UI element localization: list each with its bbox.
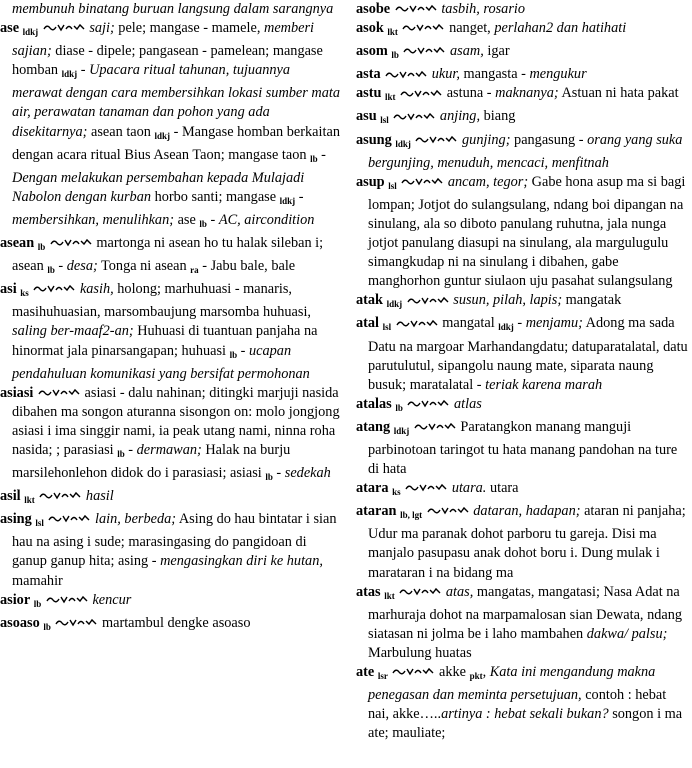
batak-script-glyph (43, 23, 85, 32)
dictionary-entry (356, 42, 688, 65)
dictionary-entry (0, 591, 340, 614)
italic-text: gunjing; (462, 131, 511, 148)
entry-language-code: lb (391, 50, 399, 61)
plain-text: asiasi - dalu nahinan; ditingki marjuji nasida dibahen ma songon aturanna sisongon on: molo jongjong asiasi i ima singgir nami, ia peak utang nami, ninna roha nasida; ; parasiasi (12, 384, 340, 458)
plain-text: - Mangase homban berkaitan dengan acara ritual Bius Asean Taon; mangase taon (12, 123, 340, 163)
entry-language-code: lkt (384, 590, 395, 601)
batak-script-glyph (46, 595, 88, 604)
entry-headword: asok (356, 20, 384, 37)
dictionary-entry (356, 418, 688, 479)
entry-headword: asu (356, 108, 377, 125)
entry-language-code: lsr (377, 671, 388, 681)
italic-text: Upacara ritual tahunan, tujuannya merawat dengan cara membersihkan lokasi sumber mata air, perawatan tanaman dan pohon yang ada disekitarnya; (12, 62, 340, 140)
plain-text: diase - dipele; pangasean - pamelean; mangase homban (12, 43, 323, 79)
batak-script-glyph (427, 506, 469, 515)
entry-headword: ate (356, 664, 375, 680)
plain-text: , (482, 664, 490, 680)
plain-text: - (317, 146, 326, 163)
dictionary-entry (0, 487, 340, 510)
italic-text: ucapan pendahuluan komunikasi yang bersifat permohonan (12, 342, 310, 382)
dictionary-entry (0, 280, 340, 383)
dictionary-entry (356, 479, 688, 502)
dictionary-entry (356, 395, 688, 418)
plain-text: pangasung - (510, 131, 588, 148)
plain-text: Astuan ni hata pakat (558, 85, 679, 102)
plain-text: - (513, 315, 526, 332)
batak-script-glyph (39, 491, 81, 500)
entry-headword: asup (356, 173, 385, 190)
italic-text: AC, aircondition (218, 211, 315, 228)
plain-text: martonga ni asean ho tu halak sileban i; asean (12, 235, 324, 275)
language-code: lb (265, 472, 273, 483)
plain-text: Marbulung huatas (368, 644, 472, 661)
batak-script-glyph (402, 23, 444, 32)
batak-script-glyph (55, 618, 97, 627)
entry-headword: atalas (356, 395, 392, 412)
italic-text: ukur, (431, 66, 460, 83)
entry-language-code: ks (392, 487, 401, 498)
dictionary-entry (356, 173, 688, 292)
entry-headword: asean (0, 235, 35, 252)
entry-language-code: ldkj (395, 138, 411, 149)
plain-text: Adong ma sada Datu na margoar Marhandangdatu; datuparatalatal, datu parutulutul, sipangolu naung mate, siparata naung busuk; maratalatal - (368, 315, 688, 393)
italic-text: atlas (454, 395, 482, 412)
plain-text: - (295, 188, 304, 205)
entry-language-code: lb (395, 402, 403, 413)
italic-text: Dengan melakukan persembahan kepada Mulajadi Nabolon dengan kurban (12, 169, 305, 205)
entry-headword: asoaso (0, 614, 40, 631)
plain-text: martambul dengke asoaso (101, 614, 251, 631)
italic-text: maknanya; (495, 85, 559, 102)
entry-language-code: lkt (387, 27, 398, 38)
batak-script-glyph (33, 284, 75, 293)
entry-headword: ataran (356, 503, 397, 520)
language-code: lb (229, 349, 238, 360)
language-code: pkt (469, 671, 483, 681)
entry-headword: asil (0, 488, 21, 505)
entry-language-code: lsl (380, 115, 389, 126)
dictionary-entry (356, 583, 688, 663)
batak-script-glyph (407, 296, 449, 305)
dictionary-entry (0, 384, 340, 487)
italic-text: dakwa/ palsu; (586, 625, 668, 642)
entry-headword: asiasi (0, 384, 34, 401)
batak-script-glyph (48, 514, 90, 523)
batak-script-glyph (396, 319, 438, 328)
italic-text: susun, pilah, lapis; (453, 292, 563, 309)
plain-text: pele; mangase - mamele, (114, 20, 264, 37)
entry-headword: asung (356, 131, 392, 148)
italic-text: tasbih, rosario (441, 1, 526, 17)
entry-headword: atas (356, 583, 381, 600)
entry-language-code: lb (43, 621, 51, 632)
plain-text: - (237, 342, 250, 359)
italic-text: mengukur (529, 66, 587, 83)
italic-text: anjing, (439, 108, 481, 125)
batak-script-glyph (405, 483, 447, 492)
italic-text: artinya : hebat sekali bukan? (441, 706, 609, 723)
dictionary-entry (356, 291, 688, 314)
entry-headword: asi (0, 281, 17, 298)
italic-text: saji; (89, 20, 115, 37)
italic-text: utara. (451, 480, 487, 497)
entry-language-code: ldkj (22, 27, 39, 38)
batak-script-glyph (392, 667, 434, 676)
entry-headword: asom (356, 43, 388, 60)
entry-language-code: lb, lgt (400, 510, 423, 521)
plain-text: Huhuasi di tuantuan panjaha na hinormat jala pinarsangapan; huhuasi (12, 323, 318, 359)
dictionary-entry (0, 19, 340, 234)
batak-script-glyph (400, 89, 442, 98)
left-column (0, 0, 340, 768)
entry-headword: asobe (356, 1, 391, 17)
dictionary-entry (356, 19, 688, 42)
dictionary-entry (356, 502, 688, 582)
plain-text: - Jabu bale, bale (198, 258, 296, 275)
dictionary-entry (356, 131, 688, 173)
entry-language-code: lb (33, 598, 42, 609)
batak-script-glyph (403, 46, 445, 55)
continued-text: membunuh binatang buruan langsung dalam sarangnya (12, 1, 334, 17)
plain-text: igar (483, 43, 510, 60)
plain-text: Asing do hau bintatar i sian hau na asing i sude; marasingasing do pangidoan di ganup ganup hita; asing - (12, 511, 337, 570)
italic-text: perlahan2 dan hatihati (494, 20, 627, 37)
italic-text: sedekah (284, 465, 331, 482)
language-code: ldkj (154, 130, 171, 141)
italic-text: dataran, hadapan; (473, 503, 581, 520)
italic-text: ancam, tegor; (447, 173, 529, 190)
plain-text: Tonga ni asean (97, 258, 191, 275)
language-code: ldkj (498, 322, 514, 333)
italic-text: saling ber-maaf2-an; (12, 323, 134, 340)
plain-text: utara (486, 480, 519, 497)
plain-text: Paratangkon manang manguji parbinotoan taringot tu hata manang pandohan na ture di hata (368, 418, 678, 478)
plain-text: mangasta - (459, 66, 530, 83)
entry-language-code: lsl (35, 518, 44, 529)
entry-language-code: lkt (24, 495, 35, 506)
batak-script-glyph (50, 238, 92, 247)
batak-script-glyph (399, 587, 441, 596)
entry-language-code: lsl (388, 180, 397, 191)
plain-text: akke (439, 664, 470, 680)
language-code: ldkj (279, 195, 296, 206)
dictionary-entry (356, 0, 688, 19)
plain-text: astuna - (446, 85, 496, 102)
italic-text: atas, (445, 583, 474, 600)
entry-headword: atang (356, 418, 391, 435)
plain-text: ase (174, 211, 200, 228)
dictionary-entry (0, 510, 340, 590)
entry-headword: asta (356, 66, 381, 83)
plain-text: mamahir (12, 572, 63, 589)
plain-text: horbo santi; mangase (151, 188, 280, 205)
plain-text: mangatas, mangatasi; Nasa Adat na marhuraja dohot na marpamalosan sian Dewata, ndang siatasan ni jolma be i laho mambahen (368, 583, 683, 642)
italic-text: dermawan; (136, 441, 202, 458)
batak-script-glyph (401, 177, 443, 186)
language-code: lb (47, 265, 55, 276)
plain-text: Halak na burju marsilehonlehon didok do i parasiasi; asiasi (12, 441, 291, 482)
batak-script-glyph (395, 4, 437, 13)
batak-script-glyph (385, 70, 427, 79)
right-column (356, 0, 688, 768)
italic-text: desa; (66, 258, 98, 275)
language-code: lb (117, 448, 125, 459)
entry-language-code: ldkj (386, 299, 403, 310)
italic-text: teriak karena marah (485, 376, 603, 393)
entry-headword: atak (356, 292, 384, 309)
plain-text: ataran ni panjaha; Udur ma paranak dohot parboru tu gareja. Disi ma manjalo pasupasu anak dohot boru i. Dung mulak i marataran i na bidang ma (368, 503, 686, 581)
language-code: ldkj (61, 69, 78, 80)
entry-headword: atal (356, 315, 380, 332)
plain-text: mangatal (442, 315, 499, 332)
batak-script-glyph (414, 422, 456, 431)
plain-text: - (272, 465, 285, 482)
italic-text: kasih, (79, 281, 114, 298)
entry-language-code: lb (37, 242, 46, 253)
entry-language-code: lsl (382, 322, 392, 333)
plain-text: biang (480, 108, 516, 125)
dictionary-entry (0, 614, 340, 637)
dictionary-entry (0, 234, 340, 280)
italic-text: membersihkan, menulihkan; (12, 211, 174, 228)
dictionary-entry (356, 107, 688, 130)
plain-text: - (77, 62, 90, 79)
entry-language-code: lkt (385, 92, 396, 103)
dictionary-entry (356, 84, 688, 107)
language-code: lb (310, 153, 318, 164)
italic-text: Kata ini mengandung makna penegasan dan meminta persetujuan, (368, 664, 656, 704)
plain-text: asean taon (87, 123, 155, 140)
plain-text: songon i ma ate; mauliate; (368, 706, 683, 742)
italic-text: memberi sajian; (12, 20, 315, 60)
language-code: ra (190, 265, 199, 276)
entry-headword: ase (0, 20, 20, 37)
plain-text: Gabe hona asup ma si bagi lompan; Jotjot do sulangsulang, ndang boi dipangan na sinulang, ala so diboto panulang ruhutna, jala nunga jotjot panulang diasupi na sinulang, ala margulugulu simangkudap ni na sinulang i dibahen, gabe manghorhon guntur siulaon uju pasahat sulangsulang (368, 173, 686, 290)
plain-text: - (206, 211, 219, 228)
entry-headword: asing (0, 511, 32, 528)
italic-text: asam, (450, 43, 484, 60)
dictionary-entry (356, 314, 688, 394)
italic-text: mengasingkan diri ke hutan, (160, 553, 323, 570)
dictionary-entry (356, 65, 688, 84)
italic-text: kencur (92, 591, 132, 608)
plain-text: - (124, 441, 137, 458)
plain-text: nanget, (449, 20, 495, 37)
plain-text: mangatak (562, 292, 622, 309)
italic-text: orang yang suka bergunjing, menuduh, mencaci, menfitnah (368, 131, 683, 171)
batak-script-glyph (407, 399, 449, 408)
batak-script-glyph (38, 388, 80, 397)
batak-script-glyph (393, 112, 435, 121)
italic-text: hasil (85, 488, 114, 505)
italic-text: lain, berbeda; (95, 511, 177, 528)
plain-text: holong; marhuhuasi - manaris, masihuhuasian, marsombaujung marsomba huhuasi, (12, 281, 311, 321)
entry-language-code: ldkj (393, 425, 410, 436)
language-code: lb (199, 218, 207, 229)
entry-headword: atara (356, 480, 389, 497)
dictionary-entry (356, 663, 688, 743)
plain-text: contoh : hebat nai, akke….. (368, 687, 667, 723)
batak-script-glyph (415, 135, 457, 144)
italic-text: menjamu; (525, 315, 583, 332)
plain-text: - (54, 258, 67, 275)
entry-language-code: ks (20, 288, 29, 299)
entry-headword: asior (0, 591, 31, 608)
entry-headword: astu (356, 85, 382, 102)
